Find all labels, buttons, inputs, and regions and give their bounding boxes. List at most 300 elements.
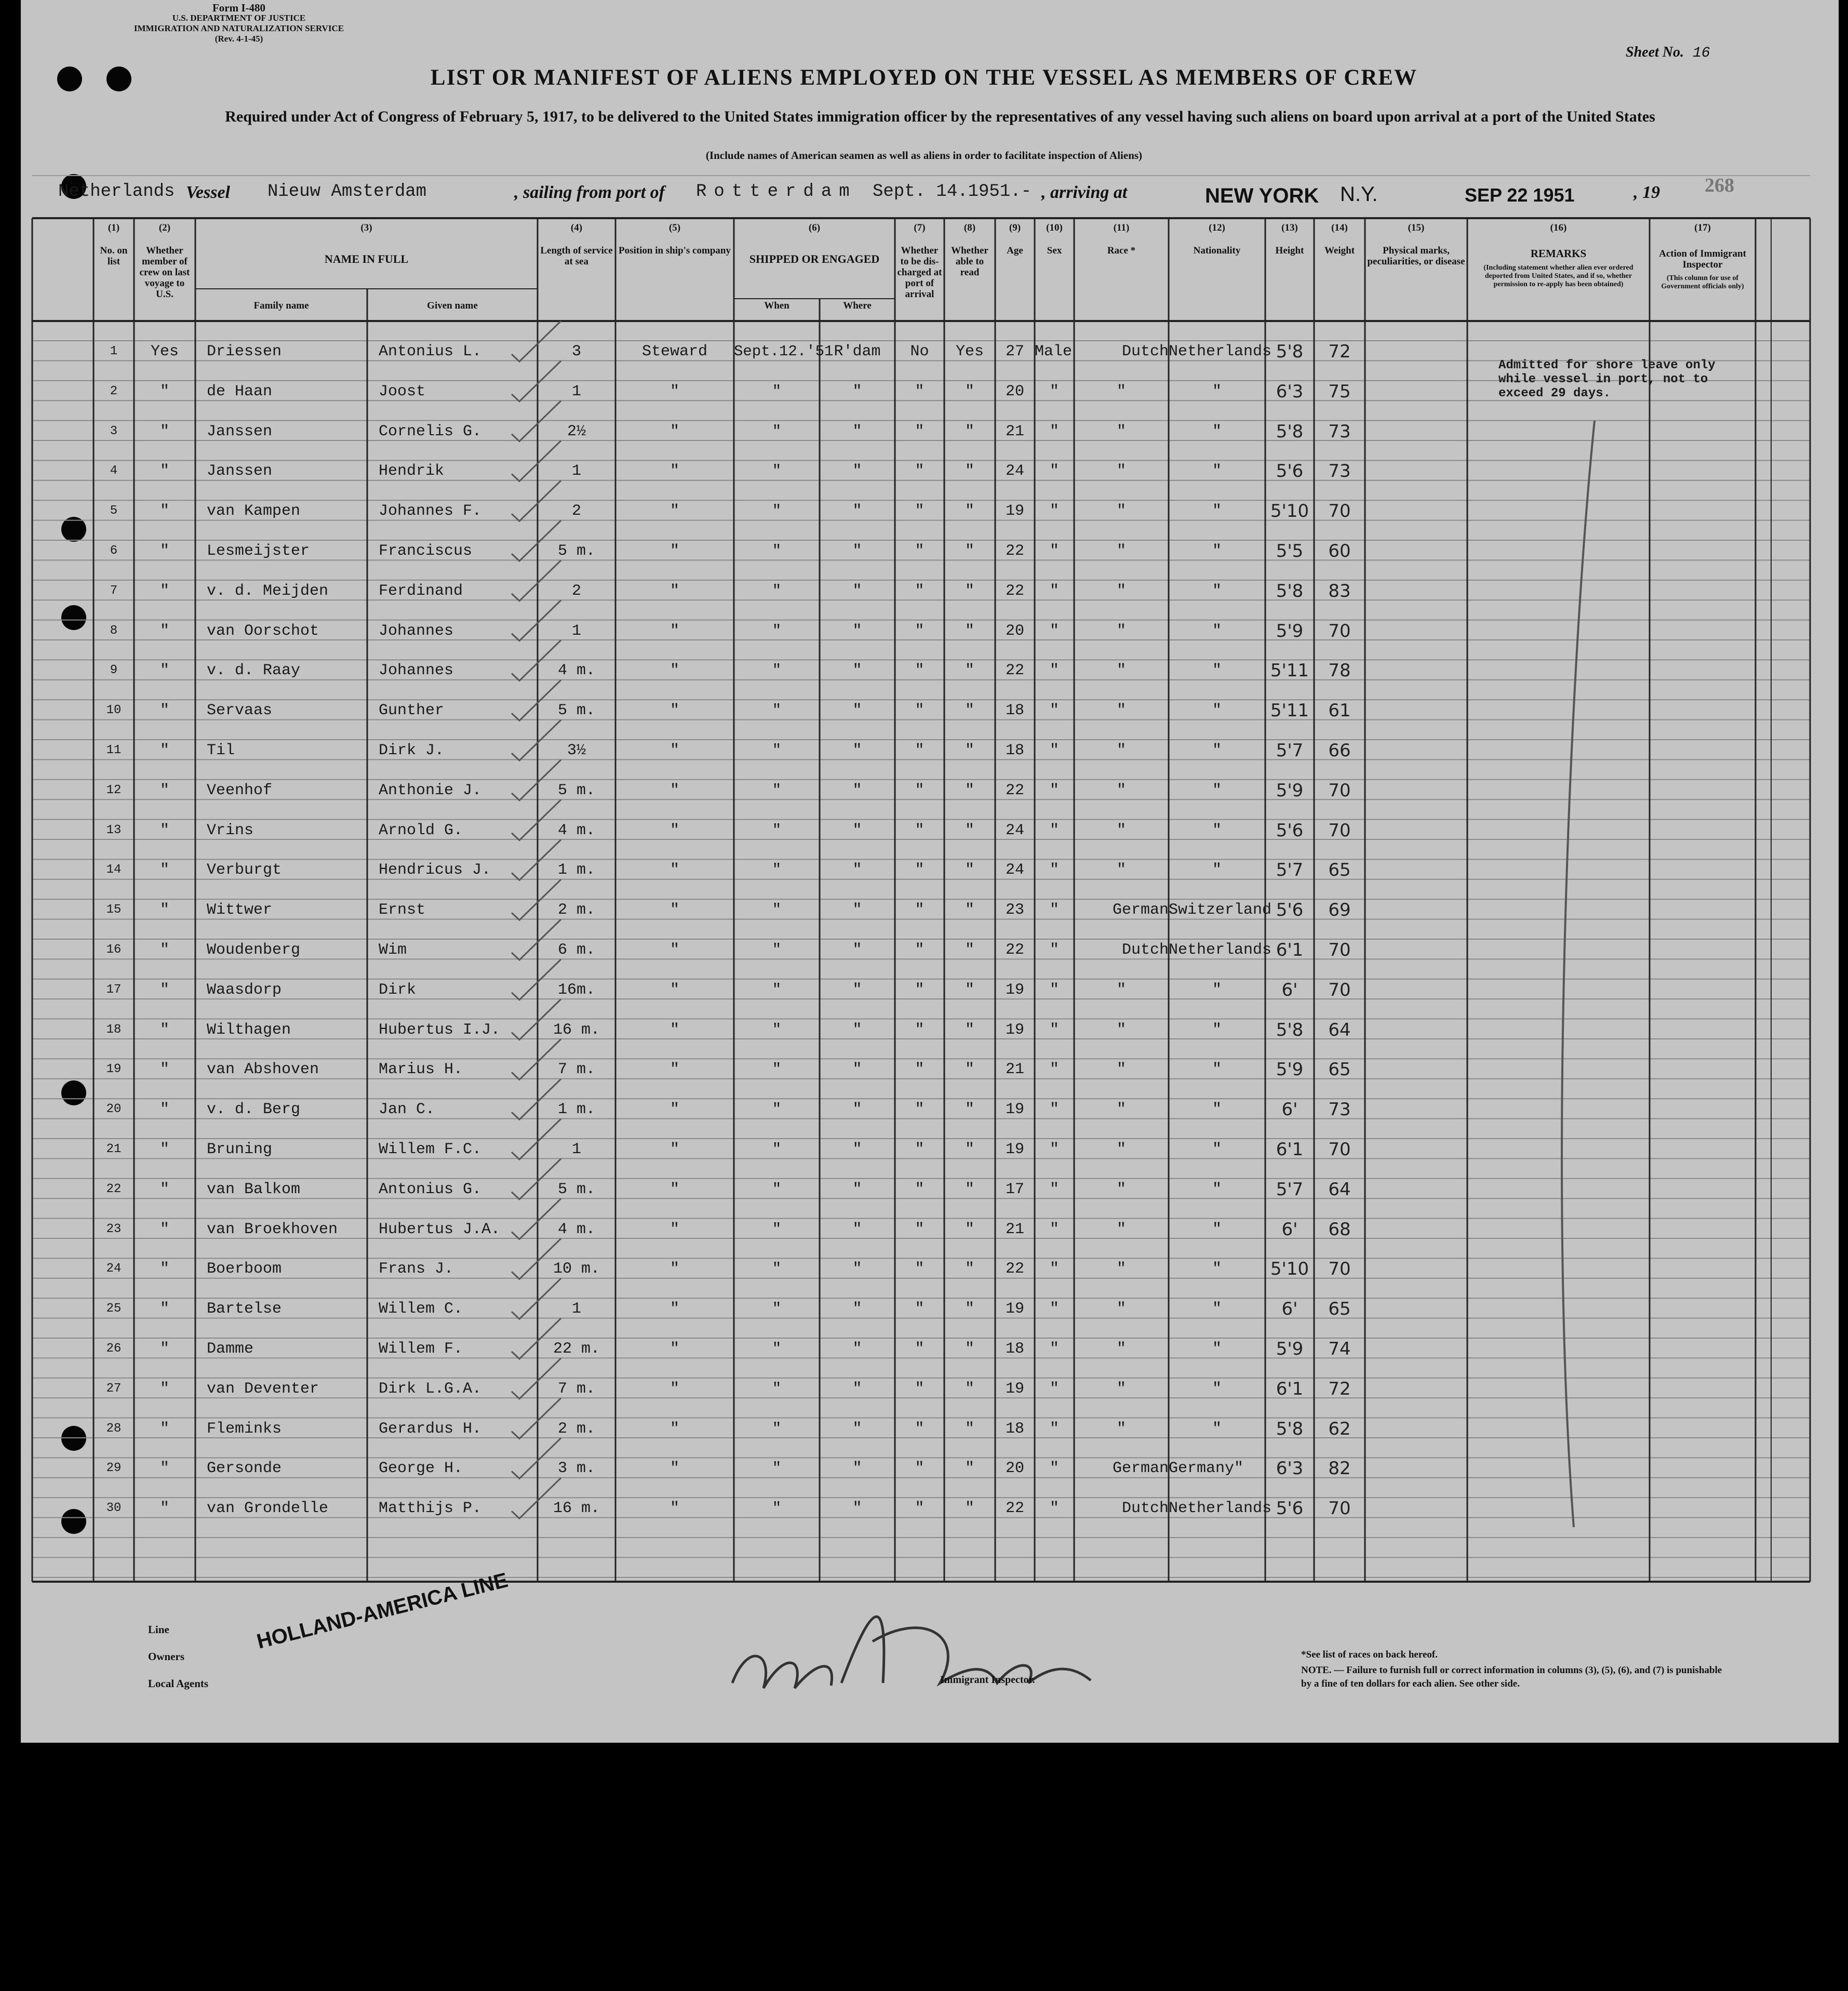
- cell-family: v. d. Meijden: [207, 582, 329, 600]
- cell-disch: ": [915, 1340, 925, 1358]
- cell-race: ": [1116, 382, 1126, 400]
- cell-nat: Netherlands: [1169, 1500, 1272, 1518]
- cell-family: Verburgt: [207, 861, 282, 879]
- cell-race: ": [1116, 1340, 1126, 1358]
- cell-position: ": [669, 821, 679, 839]
- vessel-name: Nieuw Amsterdam: [267, 182, 427, 202]
- form-id-block: [114, 3, 364, 44]
- cell-race: ": [1116, 542, 1126, 560]
- cell-read: ": [965, 1380, 974, 1398]
- cell-position: ": [669, 702, 679, 720]
- cell-disch: ": [915, 941, 925, 959]
- cell-weight: 72: [1328, 1378, 1351, 1399]
- cell-given: Dirk L.G.A.: [379, 1380, 482, 1398]
- cell-height: 5'8: [1276, 421, 1304, 442]
- cell-race: ": [1116, 1021, 1126, 1039]
- cell-sex: ": [1049, 861, 1059, 879]
- cell-position: ": [669, 1220, 679, 1238]
- cell-when: ": [772, 1300, 782, 1318]
- cell-service: 5 m.: [557, 781, 595, 799]
- cell-race: Dutch: [1121, 1500, 1169, 1518]
- cell-disch: No: [910, 343, 929, 360]
- inspector-signature: [717, 1579, 1112, 1704]
- cell-race: ": [1116, 662, 1126, 680]
- cell-no: 27: [106, 1381, 122, 1396]
- cell-race: ": [1116, 981, 1126, 999]
- cell-family: Servaas: [207, 702, 273, 720]
- cell-prev: ": [159, 1500, 169, 1518]
- cell-given: Joost: [379, 382, 426, 400]
- punch-hole: [61, 517, 86, 542]
- cell-family: v. d. Berg: [207, 1101, 301, 1119]
- column-number-3: (3): [360, 222, 372, 233]
- cell-where: ": [852, 382, 862, 400]
- cell-disch: ": [915, 901, 925, 919]
- sheet-label: Sheet No.: [1626, 44, 1684, 60]
- arrival-state: N.Y.: [1340, 183, 1378, 206]
- cell-given: Antonius G.: [379, 1180, 482, 1198]
- cell-prev: Yes: [150, 343, 179, 360]
- cell-height: 5'6: [1276, 461, 1304, 482]
- cell-height: 6': [1281, 1099, 1298, 1120]
- column-number-6: (6): [808, 222, 821, 233]
- cell-height: 5'8: [1276, 341, 1304, 362]
- cell-where: ": [852, 1340, 862, 1358]
- cell-nat: ": [1212, 702, 1222, 720]
- cell-where: ": [852, 422, 862, 440]
- cell-race: ": [1116, 1101, 1126, 1119]
- cell-service: 2: [571, 502, 581, 520]
- column-number-2: (2): [158, 222, 171, 233]
- cell-family: de Haan: [207, 382, 273, 400]
- cell-position: ": [669, 861, 679, 879]
- column-header-11: Race *: [1107, 245, 1136, 256]
- cell-service: 2: [571, 582, 581, 600]
- cell-race: ": [1116, 1061, 1126, 1079]
- column-header-15: Physical marks, peculiarities, or disease: [1367, 245, 1465, 267]
- cell-family: van Oorschot: [207, 622, 319, 640]
- cell-given: Marius H.: [379, 1061, 463, 1079]
- cell-sex: ": [1049, 462, 1059, 480]
- cell-where: ": [852, 781, 862, 799]
- cell-position: ": [669, 1141, 679, 1158]
- cell-sex: ": [1049, 1300, 1059, 1318]
- cell-sex: ": [1049, 662, 1059, 680]
- cell-prev: ": [159, 462, 169, 480]
- cell-position: ": [669, 742, 679, 759]
- cell-no: 19: [106, 1062, 122, 1077]
- cell-race: ": [1116, 702, 1126, 720]
- cell-height: 5'5: [1276, 541, 1304, 562]
- column-header-14: Weight: [1324, 245, 1355, 256]
- cell-family: Damme: [207, 1340, 254, 1358]
- footer-agents-label: Local Agents: [148, 1677, 209, 1690]
- column-number-8: (8): [963, 222, 976, 233]
- column-header-4: Length of service at sea: [540, 245, 613, 267]
- column-number-7: (7): [914, 222, 926, 233]
- cell-family: van Deventer: [207, 1380, 319, 1398]
- when-header: When: [764, 300, 789, 311]
- cell-disch: ": [915, 1300, 925, 1318]
- cell-read: ": [965, 981, 974, 999]
- column-number-4: (4): [570, 222, 583, 233]
- cell-prev: ": [159, 622, 169, 640]
- cell-where: ": [852, 662, 862, 680]
- column-header-17: Action of Immigrant Inspector: [1659, 248, 1746, 270]
- races-note: *See list of races on back hereof.: [1301, 1649, 1438, 1660]
- cell-nat: ": [1212, 742, 1222, 759]
- cell-given: Dirk: [379, 981, 417, 999]
- cell-nat: ": [1212, 1340, 1222, 1358]
- cell-age: 18: [1005, 1420, 1024, 1438]
- cell-service: 3½: [567, 742, 586, 759]
- cell-no: 24: [106, 1262, 122, 1276]
- cell-nat: ": [1212, 662, 1222, 680]
- cell-sex: ": [1049, 1420, 1059, 1438]
- cell-height: 5'8: [1276, 580, 1304, 602]
- column-header-7: Whether to be dis-charged at port of arrival: [897, 245, 942, 300]
- cell-given: Franciscus: [379, 542, 473, 560]
- cell-service: 1: [571, 462, 581, 480]
- cell-service: 1 m.: [557, 861, 595, 879]
- cell-service: 2½: [567, 422, 586, 440]
- cell-family: Til: [207, 742, 235, 759]
- cell-race: ": [1116, 781, 1126, 799]
- cell-position: ": [669, 502, 679, 520]
- cell-weight: 68: [1328, 1219, 1351, 1240]
- cell-no: 6: [110, 544, 118, 558]
- cell-service: 4 m.: [557, 821, 595, 839]
- column-number-12: (12): [1209, 222, 1225, 233]
- cell-read: ": [965, 622, 974, 640]
- cell-given: Hendricus J.: [379, 861, 491, 879]
- cell-nat: ": [1212, 821, 1222, 839]
- cell-given: Willem F.C.: [379, 1141, 482, 1158]
- cell-service: 7 m.: [557, 1380, 595, 1398]
- cell-service: 22 m.: [553, 1340, 600, 1358]
- cell-nat: ": [1212, 542, 1222, 560]
- cell-given: Hubertus J.A.: [379, 1220, 501, 1238]
- cell-read: ": [965, 1180, 974, 1198]
- cell-position: ": [669, 1260, 679, 1278]
- cell-no: 12: [106, 783, 122, 797]
- cell-service: 2 m.: [557, 1420, 595, 1438]
- cell-disch: ": [915, 542, 925, 560]
- cell-weight: 70: [1328, 620, 1351, 642]
- cell-height: 6'1: [1276, 1378, 1304, 1399]
- cell-when: ": [772, 821, 782, 839]
- cell-given: Willem F.: [379, 1340, 463, 1358]
- cell-no: 30: [106, 1501, 122, 1516]
- sheet-number: 16: [1693, 45, 1710, 61]
- cell-where: ": [852, 1260, 862, 1278]
- cell-where: ": [852, 1300, 862, 1318]
- cell-no: 16: [106, 943, 122, 957]
- cell-age: 18: [1005, 742, 1024, 759]
- cell-prev: ": [159, 542, 169, 560]
- cell-age: 24: [1005, 821, 1024, 839]
- footer-owners-label: Owners: [148, 1650, 184, 1663]
- cell-read: ": [965, 382, 974, 400]
- cell-when: ": [772, 662, 782, 679]
- cell-when: ": [772, 502, 782, 520]
- cell-position: ": [669, 1061, 679, 1079]
- cell-height: 6'1: [1276, 940, 1304, 960]
- cell-age: 21: [1005, 422, 1024, 440]
- arriving-label: , arriving at: [1041, 183, 1128, 202]
- cell-service: 6 m.: [557, 941, 595, 959]
- cell-where: ": [852, 582, 862, 600]
- cell-sex: ": [1049, 781, 1059, 799]
- cell-height: 5'9: [1276, 780, 1304, 801]
- cell-prev: ": [159, 1220, 169, 1238]
- cell-service: 3 m.: [557, 1460, 595, 1478]
- form-revision: (Rev. 4-1-45): [215, 34, 263, 44]
- cell-read: ": [965, 1260, 974, 1278]
- cell-family: Wittwer: [207, 901, 273, 919]
- cell-family: van Balkom: [207, 1180, 301, 1198]
- cell-where: ": [852, 622, 862, 640]
- remark-row1: Admitted for shore leave only while vessel in port, not to exceed 29 days.: [1498, 358, 1716, 400]
- cell-service: 4 m.: [557, 662, 595, 680]
- cell-given: Johannes: [379, 622, 454, 640]
- vessel-label: Vessel: [186, 183, 230, 202]
- cell-sex: ": [1049, 821, 1059, 839]
- cell-weight: 65: [1328, 860, 1351, 881]
- cell-when: ": [772, 382, 782, 400]
- cell-given: Wim: [379, 941, 407, 959]
- cell-age: 22: [1005, 941, 1024, 959]
- cell-disch: ": [915, 861, 925, 879]
- cell-disch: ": [915, 742, 925, 759]
- cell-weight: 83: [1328, 580, 1351, 602]
- cell-family: van Broekhoven: [207, 1220, 338, 1238]
- cell-disch: ": [915, 1021, 925, 1039]
- cell-given: Hendrik: [379, 462, 445, 480]
- year-prefix: , 19: [1633, 183, 1660, 202]
- cell-read: ": [965, 1460, 974, 1478]
- cell-disch: ": [915, 622, 925, 640]
- cell-where: ": [852, 1180, 862, 1198]
- punch-hole: [61, 1080, 86, 1105]
- cell-height: 6': [1281, 1299, 1298, 1320]
- cell-where: ": [852, 1500, 862, 1518]
- cell-where: ": [852, 981, 862, 999]
- cell-height: 6'3: [1276, 1458, 1304, 1479]
- cell-no: 28: [106, 1421, 122, 1436]
- cell-race: ": [1116, 1220, 1126, 1238]
- cell-no: 26: [106, 1342, 122, 1356]
- cell-age: 19: [1005, 1141, 1024, 1158]
- cell-height: 5'6: [1276, 820, 1304, 841]
- cell-race: ": [1116, 622, 1126, 640]
- column-header-2: Whether member of crew on last voyage to U.S.: [139, 245, 190, 300]
- cell-sex: ": [1049, 1500, 1059, 1518]
- cell-service: 10 m.: [553, 1260, 600, 1278]
- column-header-5: Position in ship's company: [619, 245, 731, 256]
- cell-service: 1 m.: [557, 1101, 595, 1119]
- cell-position: ": [669, 422, 679, 440]
- column-number-11: (11): [1113, 222, 1130, 233]
- cell-read: ": [965, 702, 974, 720]
- cell-prev: ": [159, 1141, 169, 1158]
- cell-height: 6'3: [1276, 381, 1304, 402]
- cell-height: 5'7: [1276, 740, 1304, 761]
- cell-height: 5'9: [1276, 1059, 1304, 1080]
- column-number-17: (17): [1694, 222, 1711, 233]
- cell-when: ": [772, 781, 782, 799]
- cell-race: ": [1116, 1260, 1126, 1278]
- remarks-note: (Including statement whether alien ever ordered deported from United States, and if so, whether permission to re-apply has been obtained): [1483, 264, 1633, 288]
- cell-family: Bartelse: [207, 1300, 282, 1318]
- cell-age: 22: [1005, 662, 1024, 680]
- cell-weight: 66: [1328, 740, 1351, 761]
- cell-nat: ": [1212, 1260, 1222, 1278]
- cell-when: ": [772, 1380, 782, 1397]
- cell-age: 19: [1005, 1101, 1024, 1119]
- cell-age: 18: [1005, 1340, 1024, 1358]
- cell-given: Gerardus H.: [379, 1420, 482, 1438]
- cell-when: ": [772, 1101, 782, 1118]
- family-name-header: Family name: [253, 300, 309, 311]
- cell-disch: ": [915, 981, 925, 999]
- cell-age: 19: [1005, 981, 1024, 999]
- cell-race: ": [1116, 462, 1126, 480]
- cell-prev: ": [159, 1300, 169, 1318]
- cell-service: 1: [571, 1300, 581, 1318]
- cell-when: ": [772, 542, 782, 559]
- cell-nat: ": [1212, 1101, 1222, 1119]
- cell-nat: ": [1212, 1021, 1222, 1039]
- cell-no: 2: [110, 384, 118, 398]
- cell-sex: Male: [1035, 343, 1073, 360]
- cell-height: 5'7: [1276, 860, 1304, 881]
- cell-prev: ": [159, 1460, 169, 1478]
- cell-race: ": [1116, 502, 1126, 520]
- cell-service: 5 m.: [557, 542, 595, 560]
- form-number: Form I-480: [212, 2, 266, 14]
- cell-age: 22: [1005, 542, 1024, 560]
- cell-nat: ": [1212, 582, 1222, 600]
- cell-weight: 82: [1328, 1458, 1351, 1479]
- cell-age: 27: [1005, 343, 1024, 360]
- cell-nat: ": [1212, 781, 1222, 799]
- cell-weight: 70: [1328, 1498, 1351, 1519]
- cell-nat: ": [1212, 1141, 1222, 1158]
- cell-height: 5'8: [1276, 1418, 1304, 1439]
- cell-family: v. d. Raay: [207, 662, 301, 680]
- cell-service: 16 m.: [553, 1500, 600, 1518]
- cell-weight: 72: [1328, 341, 1351, 362]
- cell-family: Boerboom: [207, 1260, 282, 1278]
- cell-nat: ": [1212, 462, 1222, 480]
- cell-where: ": [852, 1021, 862, 1039]
- cell-sex: ": [1049, 582, 1059, 600]
- cell-disch: ": [915, 781, 925, 799]
- cell-disch: ": [915, 422, 925, 440]
- action-note: (This column for use of Government officials only): [1661, 274, 1744, 290]
- cell-nat: Netherlands: [1169, 343, 1272, 360]
- cell-family: Veenhof: [207, 781, 273, 799]
- column-number-15: (15): [1408, 222, 1425, 233]
- column-header-8: Whether able to read: [951, 245, 988, 278]
- cell-no: 7: [110, 583, 118, 598]
- cell-race: Dutch: [1121, 343, 1169, 360]
- cell-service: 7 m.: [557, 1061, 595, 1079]
- cell-position: ": [669, 622, 679, 640]
- cell-no: 18: [106, 1022, 122, 1037]
- cell-sex: ": [1049, 1141, 1059, 1158]
- cell-disch: ": [915, 1420, 925, 1438]
- cell-disch: ": [915, 582, 925, 600]
- column-header-16: REMARKS: [1530, 247, 1587, 260]
- cell-when: ": [772, 1500, 782, 1517]
- cell-given: Gunther: [379, 702, 445, 720]
- cell-given: Arnold G.: [379, 821, 463, 839]
- cell-sex: ": [1049, 1340, 1059, 1358]
- cell-weight: 70: [1328, 501, 1351, 522]
- cell-height: 5'10: [1270, 501, 1309, 522]
- cell-family: van Kampen: [207, 502, 301, 520]
- cell-disch: ": [915, 1460, 925, 1478]
- cell-position: ": [669, 1300, 679, 1318]
- cell-service: 1: [571, 622, 581, 640]
- cell-weight: 70: [1328, 820, 1351, 841]
- cell-prev: ": [159, 1061, 169, 1079]
- cell-sex: ": [1049, 1220, 1059, 1238]
- cell-prev: ": [159, 1340, 169, 1358]
- cell-family: Waasdorp: [207, 981, 282, 999]
- cell-disch: ": [915, 821, 925, 839]
- cell-weight: 65: [1328, 1059, 1351, 1080]
- cell-family: van Abshoven: [207, 1061, 319, 1079]
- column-number-16: (16): [1550, 222, 1567, 233]
- cell-when: ": [772, 422, 782, 440]
- cell-where: ": [852, 542, 862, 560]
- cell-read: ": [965, 1101, 974, 1119]
- cell-position: ": [669, 1380, 679, 1398]
- cell-disch: ": [915, 1141, 925, 1158]
- cell-read: ": [965, 901, 974, 919]
- cell-height: 5'10: [1270, 1259, 1309, 1280]
- cell-read: ": [965, 582, 974, 600]
- arrival-date: SEP 22 1951: [1465, 184, 1575, 206]
- cell-prev: ": [159, 1380, 169, 1398]
- cell-weight: 73: [1328, 421, 1351, 442]
- cell-read: ": [965, 861, 974, 879]
- cell-given: Matthijs P.: [379, 1500, 482, 1518]
- cell-sex: ": [1049, 981, 1059, 999]
- cell-given: George H.: [379, 1460, 463, 1478]
- cell-age: 23: [1005, 901, 1024, 919]
- cell-nat: ": [1212, 1220, 1222, 1238]
- cell-nat: ": [1212, 422, 1222, 440]
- cell-prev: ": [159, 821, 169, 839]
- cell-weight: 64: [1328, 1179, 1351, 1200]
- cell-race: ": [1116, 742, 1126, 759]
- cell-position: Steward: [641, 343, 708, 360]
- cell-family: Wilthagen: [207, 1021, 291, 1039]
- cell-no: 25: [106, 1302, 122, 1316]
- cell-family: Woudenberg: [207, 941, 301, 959]
- cell-sex: ": [1049, 1021, 1059, 1039]
- sailing-date: Sept. 14.1951.-: [873, 182, 1032, 202]
- cell-disch: ": [915, 1180, 925, 1198]
- service-name: IMMIGRATION AND NATURALIZATION SERVICE: [133, 23, 344, 33]
- cell-where: ": [852, 1460, 862, 1478]
- cell-sex: ": [1049, 941, 1059, 959]
- cell-weight: 61: [1328, 700, 1351, 721]
